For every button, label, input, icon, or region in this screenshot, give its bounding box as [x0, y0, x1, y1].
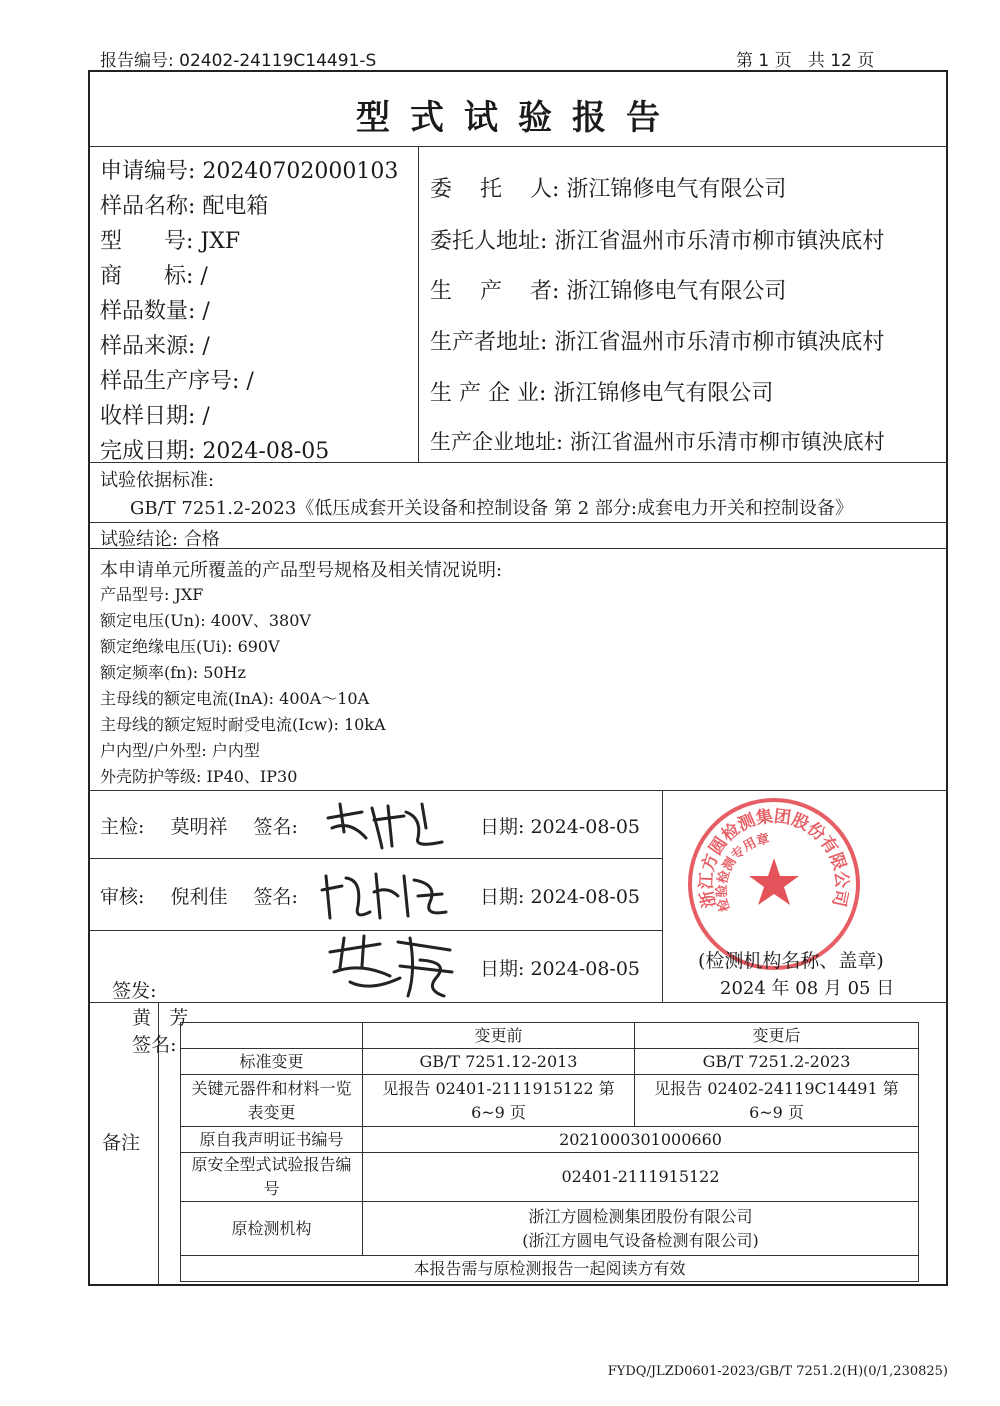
page-info: 第 1 页 共 12 页	[736, 51, 875, 71]
description-line: 额定频率(fn): 50Hz	[100, 663, 246, 682]
field-value: /	[202, 334, 210, 359]
field-label: 收样日期:	[100, 404, 196, 429]
signature-role: 审核:	[100, 886, 145, 908]
conclusion	[100, 525, 220, 551]
field-value: 浙江锦修电气有限公司	[553, 381, 774, 406]
handwritten-signature-3	[320, 932, 460, 1002]
field-manufacturer-address	[430, 325, 884, 356]
field-label: 生 产 者:	[430, 279, 560, 304]
report-number-value: 02402-24119C14491-S	[179, 51, 377, 71]
description-line: 外壳防护等级: IP40、IP30	[100, 767, 298, 786]
signature-role: 主检:	[100, 816, 145, 838]
signature-date	[480, 954, 640, 981]
field-client	[430, 172, 786, 203]
table-cell: 原安全型式试验报告编号	[181, 1153, 363, 1202]
field-label: 委托人地址:	[430, 229, 548, 254]
table-row	[181, 1023, 919, 1049]
table-cell: 关键元器件和材料一览表变更	[181, 1075, 363, 1127]
field-label: 型 号:	[100, 229, 194, 254]
field-label: 生产企业地址:	[430, 430, 564, 454]
remarks-label: 备注	[102, 1132, 141, 1154]
field-finish-date	[100, 434, 329, 465]
table-header-after: 变更后	[635, 1023, 919, 1049]
field-receive-date	[100, 399, 210, 430]
date-label: 日期:	[480, 816, 525, 838]
field-factory-address	[430, 426, 885, 456]
signature-label: 签名:	[132, 1034, 177, 1056]
field-label: 委 托 人:	[430, 177, 560, 202]
document-title: 型式试验报告	[356, 98, 680, 138]
field-label: 样品来源:	[100, 334, 196, 359]
field-label: 商 标:	[100, 264, 194, 289]
divider	[88, 146, 948, 147]
description-heading: 本申请单元所覆盖的产品型号规格及相关情况说明:	[100, 560, 503, 581]
table-cell	[363, 1202, 919, 1256]
field-value: 20240702000103	[202, 159, 399, 184]
table-cell: 原检测机构	[181, 1202, 363, 1256]
signature-date	[480, 812, 640, 839]
standard-value: GB/T 7251.2-2023《低压成套开关设备和控制设备 第 2 部分:成套电力开关和控制设备》	[130, 498, 853, 519]
field-application-no	[100, 154, 398, 185]
table-cell: GB/T 7251.2-2023	[635, 1049, 919, 1075]
stamp-org-text: 浙江方圆检测集团股份有限公司	[696, 806, 852, 910]
signature-role: 签发:	[112, 980, 157, 1002]
field-label: 样品数量:	[100, 299, 196, 324]
column-divider	[418, 146, 419, 462]
table-row	[181, 1256, 919, 1282]
field-value: 浙江省温州市乐清市柳市镇泱底村	[554, 229, 885, 254]
description-line: 产品型号: JXF	[100, 585, 204, 604]
field-label: 生产者地址:	[430, 330, 548, 355]
report-number-label: 报告编号:	[100, 51, 174, 71]
description-line: 额定绝缘电压(Ui): 690V	[100, 637, 280, 656]
field-value: 浙江锦修电气有限公司	[566, 279, 787, 304]
table-row	[181, 1075, 919, 1127]
field-value: /	[200, 264, 208, 289]
table-row	[181, 1049, 919, 1075]
description-line: 主母线的额定电流(InA): 400A～10A	[100, 689, 370, 708]
orig-org-line: (浙江方圆电气设备检测有限公司)	[522, 1230, 759, 1250]
handwritten-signature-1	[322, 798, 452, 854]
table-cell: 见报告 02401-2111915122 第 6~9 页	[363, 1075, 635, 1127]
signature-date	[480, 882, 640, 909]
field-sample-qty	[100, 294, 210, 325]
field-value: 2024-08-05	[202, 439, 330, 464]
field-label: 生 产 企 业:	[430, 381, 547, 406]
orig-org-line: 浙江方圆检测集团股份有限公司	[528, 1206, 753, 1226]
table-row	[181, 1153, 919, 1202]
field-value: 浙江锦修电气有限公司	[566, 177, 787, 202]
field-value: 浙江省温州市乐清市柳市镇泱底村	[569, 430, 885, 454]
signature-label: 签名:	[253, 886, 298, 908]
conclusion-value: 合格	[183, 529, 220, 550]
conclusion-label: 试验结论:	[100, 529, 179, 550]
date-label: 日期:	[480, 958, 525, 980]
divider	[88, 522, 948, 523]
field-label: 样品生产序号:	[100, 369, 240, 394]
table-cell: 见报告 02402-24119C14491 第 6~9 页	[635, 1075, 919, 1127]
stamp-caption: (检测机构名称、盖章)	[698, 950, 884, 972]
divider	[88, 858, 662, 859]
signature-row-reviewer	[100, 882, 298, 909]
column-divider	[662, 790, 663, 1002]
table-cell: 原自我声明证书编号	[181, 1127, 363, 1153]
field-manufacturer	[430, 274, 786, 305]
table-row	[181, 1127, 919, 1153]
signature-name: 黄 芳	[132, 1007, 189, 1029]
table-cell: GB/T 7251.12-2013	[363, 1049, 635, 1075]
stamp-date: 2024 年 08 月 05 日	[720, 978, 895, 999]
signature-row-inspector	[100, 812, 298, 839]
field-label: 完成日期:	[100, 439, 196, 464]
field-serial-no	[100, 364, 254, 395]
description-line: 户内型/户外型: 户内型	[100, 741, 260, 760]
field-sample-source	[100, 329, 210, 360]
field-model	[100, 224, 240, 255]
signature-label: 签名:	[253, 816, 298, 838]
field-factory	[430, 376, 773, 407]
field-sample-name	[100, 189, 268, 220]
field-value: 配电箱	[202, 194, 269, 219]
form-code: FYDQ/JLZD0601-2023/GB/T 7251.2(H)(0/1,230825)	[607, 1364, 948, 1379]
field-value: /	[246, 369, 254, 394]
divider	[88, 790, 948, 791]
star-icon	[749, 858, 799, 905]
field-value: JXF	[200, 229, 241, 254]
stamp-sub-text: 检验检测专用章	[714, 831, 771, 914]
description-line: 主母线的额定短时耐受电流(Icw): 10kA	[100, 715, 386, 734]
report-number	[100, 46, 376, 71]
signature-row-approver	[100, 954, 188, 1057]
handwritten-signature-2	[318, 866, 454, 926]
field-label: 申请编号:	[100, 159, 196, 184]
table-cell: 2021000301000660	[363, 1127, 919, 1153]
date-label: 日期:	[480, 886, 525, 908]
signature-name: 莫明祥	[170, 816, 228, 838]
field-label: 样品名称:	[100, 194, 196, 219]
field-trademark	[100, 259, 208, 290]
description-line: 额定电压(Un): 400V、380V	[100, 611, 311, 630]
standard-label: 试验依据标准:	[100, 470, 215, 491]
divider	[88, 1002, 948, 1003]
field-value: /	[202, 404, 210, 429]
field-client-address	[430, 224, 884, 255]
field-value: 浙江省温州市乐清市柳市镇泱底村	[554, 330, 885, 355]
table-note: 本报告需与原检测报告一起阅读方有效	[181, 1256, 919, 1282]
table-header-before: 变更前	[363, 1023, 635, 1049]
date-value: 2024-08-05	[530, 886, 640, 908]
table-row	[181, 1202, 919, 1256]
divider	[88, 930, 662, 931]
date-value: 2024-08-05	[530, 816, 640, 838]
remarks-table	[180, 1022, 919, 1282]
signature-name: 倪利佳	[170, 886, 228, 908]
table-cell	[181, 1023, 363, 1049]
table-cell: 02401-2111915122	[363, 1153, 919, 1202]
date-value: 2024-08-05	[530, 958, 640, 980]
table-cell: 标准变更	[181, 1049, 363, 1075]
field-value: /	[202, 299, 210, 324]
